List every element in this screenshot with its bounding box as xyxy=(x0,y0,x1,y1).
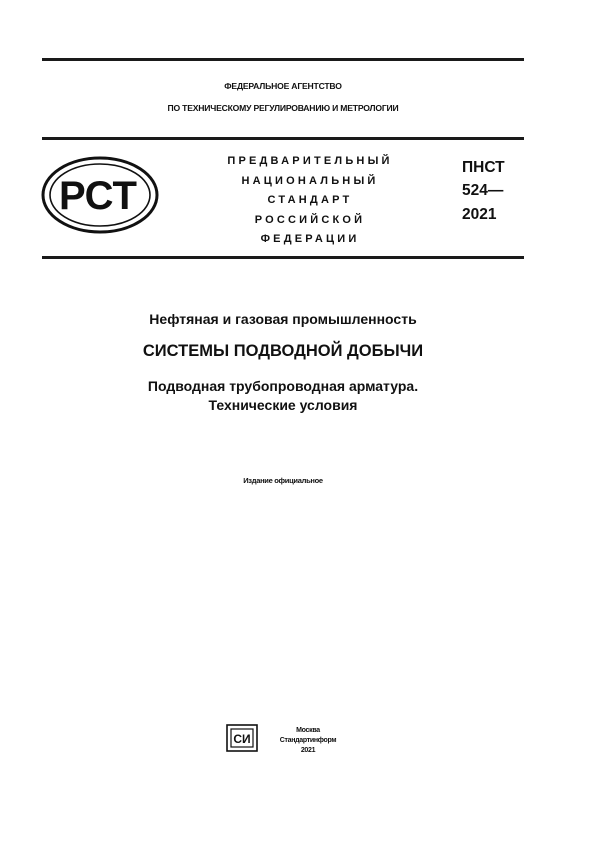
header-top-rule xyxy=(42,137,524,140)
standard-type-1: ПРЕДВАРИТЕЛЬНЫЙ xyxy=(227,155,393,167)
title-main: СИСТЕМЫ ПОДВОДНОЙ ДОБЫЧИ xyxy=(142,342,424,360)
standard-type-5: ФЕДЕРАЦИИ xyxy=(260,233,360,245)
title-sub-2: Технические условия xyxy=(208,397,358,413)
gost-r-logo-icon xyxy=(40,155,160,235)
designation-number: 524— xyxy=(462,182,504,199)
designation-year: 2021 xyxy=(462,206,497,223)
publisher-name: Стандартинформ xyxy=(279,737,337,744)
publisher-city: Москва xyxy=(296,727,320,734)
standard-type-2: НАЦИОНАЛЬНЫЙ xyxy=(241,174,379,187)
edition-label: Издание официальное xyxy=(243,476,323,485)
designation-prefix: ПНСТ xyxy=(462,159,505,176)
title-sub-1: Подводная трубопроводная арматура. xyxy=(147,378,419,394)
agency-line-1: ФЕДЕРАЛЬНОЕ АГЕНТСТВО xyxy=(224,81,342,91)
agency-line-2: ПО ТЕХНИЧЕСКОМУ РЕГУЛИРОВАНИЮ И МЕТРОЛОГИИ xyxy=(167,103,399,113)
standard-type-4: РОССИЙСКОЙ xyxy=(254,213,366,226)
header-bottom-rule xyxy=(42,256,524,259)
publisher-year: 2021 xyxy=(300,747,316,754)
standartinform-logo-icon xyxy=(226,724,258,752)
publisher-logo-text: СИ xyxy=(233,732,251,746)
title-industry: Нефтяная и газовая промышленность xyxy=(149,311,417,327)
logo-letters: РСТ xyxy=(58,174,138,218)
top-rule xyxy=(42,58,524,61)
standard-type-3: СТАНДАРТ xyxy=(267,194,353,206)
